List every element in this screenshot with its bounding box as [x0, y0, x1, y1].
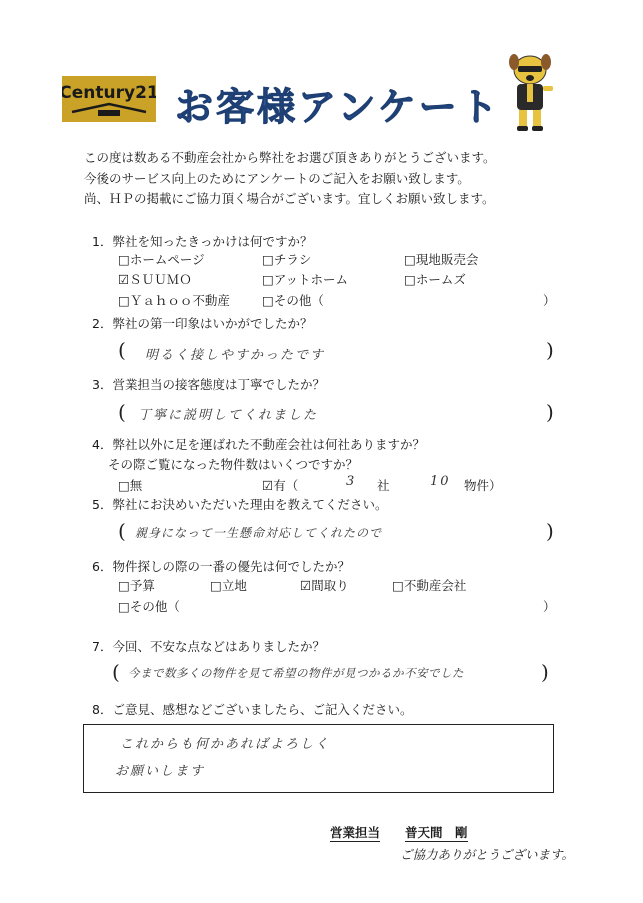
q2-open-paren: (	[118, 338, 126, 362]
q3-open-paren: (	[118, 400, 126, 424]
q5-answer: 親身になって一生懸命対応してくれたので	[135, 526, 383, 540]
q6-label: 6．物件探しの際の一番の優先は何でしたか？	[92, 559, 350, 574]
page-title: お客様アンケート	[175, 84, 501, 129]
century21-logo	[62, 76, 156, 122]
q6-option-location[interactable]: □立地	[210, 578, 247, 593]
q4-property-count: 10	[430, 474, 451, 489]
q1-option-homes[interactable]: □ホームズ	[404, 272, 466, 287]
intro-line-3: 尚、ＨＰの掲載にご協力頂く場合がございます。宜しくお願い致します。	[84, 191, 495, 206]
q5-open-paren: (	[118, 519, 126, 543]
q8-answer-line-1: これからも何かあればよろしく	[120, 737, 331, 752]
q1-option-yahoo[interactable]: □Ｙａｈｏｏ不動産	[118, 293, 230, 308]
q4-option-yes[interactable]: ☑有（	[262, 478, 299, 493]
q6-option-budget[interactable]: □予算	[118, 578, 155, 593]
intro-line-2: 今後のサービス向上のためにアンケートのご記入をお願い致します。	[84, 171, 470, 186]
intro-line-1: この度は数ある不動産会社から弊社をお選び頂きありがとうございます。	[84, 150, 496, 165]
q5-label: 5．弊社にお決めいただいた理由を教えてください。	[92, 497, 388, 512]
q8-label: 8．ご意見、感想などございましたら、ご記入ください。	[92, 702, 413, 717]
checkmark-icon: ☑	[300, 578, 312, 593]
sales-rep-label: 営業担当	[330, 825, 381, 840]
q4-option-none[interactable]: □無	[118, 478, 143, 493]
q1-other-close-paren: ）	[543, 293, 556, 308]
q1-option-flyer[interactable]: □チラシ	[262, 252, 312, 267]
q1-option-other[interactable]: □その他（	[262, 293, 324, 308]
q3-answer: 丁寧に説明してくれました	[138, 408, 319, 423]
q4-label-2: その際ご覧になった物件数はいくつですか？	[108, 457, 359, 472]
q7-open-paren: (	[112, 660, 120, 684]
q4-company-count: 3	[346, 474, 357, 489]
q6-option-layout[interactable]: ☑間取り	[300, 578, 349, 593]
q7-answer: 今まで数多くの物件を見て希望の物件が見つかるか不安でした	[128, 666, 464, 680]
q1-option-open-house[interactable]: □現地販売会	[404, 252, 479, 267]
thanks-message: ご協力ありがとうございます。	[400, 847, 575, 862]
q1-option-suumo[interactable]: ☑ＳＵＵＭＯ	[118, 272, 192, 287]
q4-company-unit: 社	[377, 478, 390, 493]
checkmark-icon: ☑	[262, 478, 274, 493]
q6-option-agency[interactable]: □不動産会社	[392, 578, 467, 593]
q4-label: 4．弊社以外に足を運ばれた不動産会社は何社ありますか？	[92, 437, 425, 452]
q6-option-other[interactable]: □その他（	[118, 599, 180, 614]
q2-answer: 明るく接しやすかったです	[145, 348, 326, 363]
dog-mascot-icon	[505, 52, 555, 132]
q8-answer-line-2: お願いします	[115, 764, 206, 779]
svg-text:Century21: Century21	[62, 83, 156, 103]
q3-label: 3．営業担当の接客態度は丁寧でしたか？	[92, 377, 325, 392]
q7-close-paren: )	[541, 660, 549, 684]
q1-option-homepage[interactable]: □ホームページ	[118, 252, 205, 267]
sales-rep-name: 普天間 剛	[405, 825, 468, 840]
q1-option-athome[interactable]: □アットホーム	[262, 272, 348, 287]
q5-close-paren: )	[546, 519, 554, 543]
q4-property-unit: 物件）	[464, 478, 502, 493]
q3-close-paren: )	[546, 400, 554, 424]
q2-label: 2．弊社の第一印象はいかがでしたか？	[92, 316, 313, 331]
q2-close-paren: )	[546, 338, 554, 362]
q6-other-close-paren: ）	[543, 599, 556, 614]
q1-label: 1．弊社を知ったきっかけは何ですか？	[92, 234, 313, 249]
q7-label: 7．今回、不安な点などはありましたか？	[92, 639, 325, 654]
checkmark-icon: ☑	[118, 272, 130, 287]
